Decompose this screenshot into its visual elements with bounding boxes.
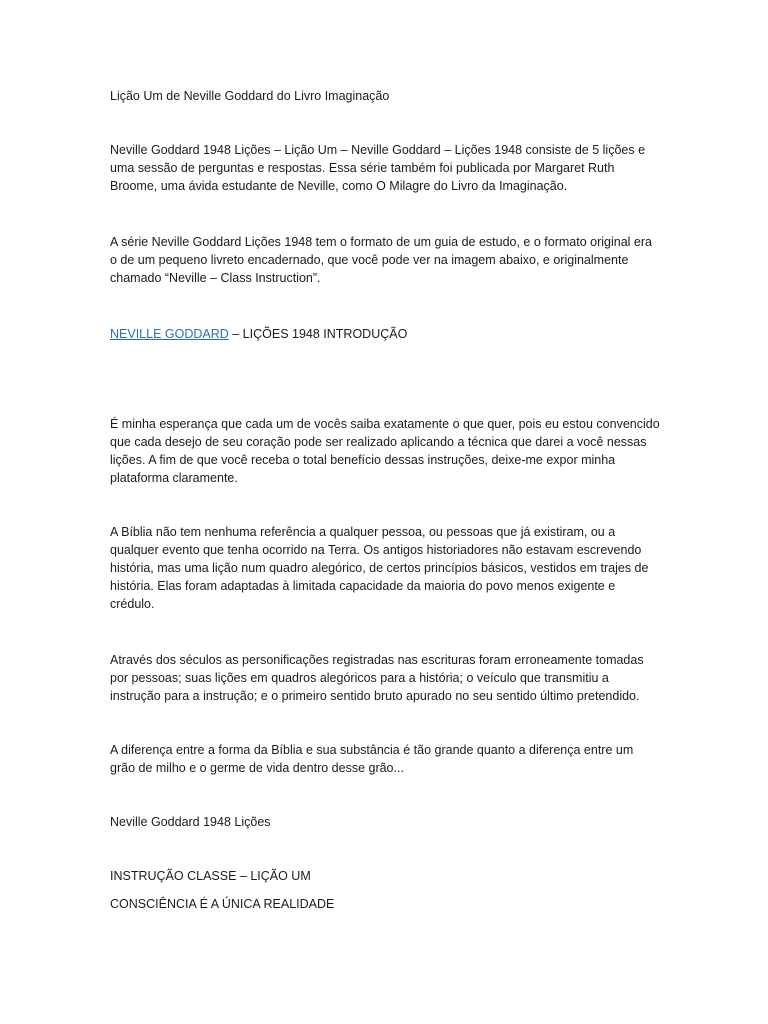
intro-paragraph-1: Neville Goddard 1948 Lições – Lição Um – Neville Goddard – Lições 1948 consiste de 5 lições e uma sessão de perguntas e respostas. Essa série também foi publicada por Margaret Ruth Broome, uma ávida estudante de Neville, como O Milagre do Livro da Imaginação.	[110, 143, 646, 193]
series-label: Neville Goddard 1948 Lições	[110, 815, 271, 829]
neville-goddard-link[interactable]: NEVILLE GODDARD	[110, 327, 229, 341]
body-paragraph-1: É minha esperança que cada um de vocês saiba exatamente o que quer, pois eu estou convencido que cada desejo de seu coração pode ser realizado aplicando a técnica que darei a você nessas lições. A fim de que você receba o total benefício dessas instruções, deixe-me expor minha plataforma claramente.	[110, 417, 660, 485]
lesson-heading: INSTRUÇÃO CLASSE – LIÇÃO UM	[110, 869, 311, 883]
body-paragraph-4: A diferença entre a forma da Bíblia e sua substância é tão grande quanto a diferença entre um grão de milho e o germe de vida dentro desse grão...	[110, 743, 634, 775]
document-title: Lição Um de Neville Goddard do Livro Imaginação	[110, 89, 390, 103]
intro-paragraph-2: A série Neville Goddard Lições 1948 tem o formato de um guia de estudo, e o formato original era o de um pequeno livreto encadernado, que você pode ver na imagem abaixo, e originalmente chamado “Neville – Class Instruction”.	[110, 235, 652, 285]
body-paragraph-2: A Bíblia não tem nenhuma referência a qualquer pessoa, ou pessoas que já existiram, ou a qualquer evento que tenha ocorrido na Terra. Os antigos historiadores não estavam escrevendo história, mas uma lição num quadro alegórico, de certos princípios básicos, vestidos em trajes de história. Elas foram adaptadas à limitada capacidade da maioria do povo menos exigente e crédulo.	[110, 525, 649, 611]
section-heading	[110, 325, 660, 343]
lesson-subheading: CONSCIÊNCIA É A ÚNICA REALIDADE	[110, 897, 335, 911]
document-page	[110, 87, 660, 913]
section-heading-text: – LIÇÕES 1948 INTRODUÇÃO	[228, 327, 408, 341]
body-paragraph-3: Através dos séculos as personificações registradas nas escrituras foram erroneamente tomadas por pessoas; suas lições em quadros alegóricos para a história; o veículo que transmitiu a instrução para a instrução; e o primeiro sentido bruto apurado no seu sentido último pretendido.	[110, 653, 644, 703]
